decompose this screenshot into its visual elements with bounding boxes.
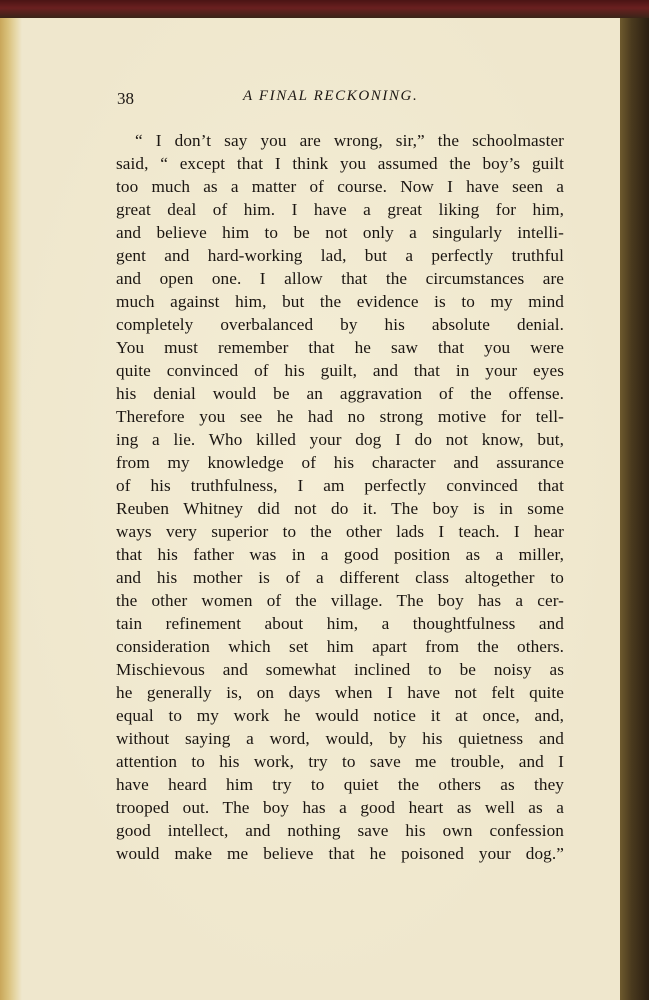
text-line: without saying a word, would, by his quietness and (116, 729, 564, 748)
text-line: great deal of him. I have a great liking for him, (116, 200, 564, 219)
text-line: Reuben Whitney did not do it. The boy is in some (116, 499, 564, 518)
text-line: too much as a matter of course. Now I have seen a (116, 177, 564, 196)
running-head: A FINAL RECKONING. (243, 88, 419, 104)
text-line: completely overbalanced by his absolute denial. (116, 315, 564, 334)
body-text (116, 129, 564, 865)
text-line: of his truthfulness, I am perfectly convinced that (116, 476, 564, 495)
text-line: and his mother is of a different class altogether to (116, 568, 564, 587)
text-line: “ I don’t say you are wrong, sir,” the schoolmaster (135, 131, 564, 150)
text-line: ing a lie. Who killed your dog I do not know, but, (116, 430, 564, 449)
text-line: said, “ except that I think you assumed the boy’s guilt (116, 154, 564, 173)
text-line: Mischievous and somewhat inclined to be noisy as (116, 660, 564, 679)
page-gutter (0, 18, 22, 1000)
text-line: ways very superior to the other lads I teach. I hear (116, 522, 564, 541)
text-line: consideration which set him apart from the others. (116, 637, 564, 656)
text-line: gent and hard-working lad, but a perfectly truthful (116, 246, 564, 265)
page-edge-shadow (620, 18, 649, 1000)
page-number: 38 (117, 89, 134, 108)
text-line: and believe him to be not only a singularly intelli- (116, 223, 564, 242)
text-line: his denial would be an aggravation of the offense. (116, 384, 564, 403)
text-line: have heard him try to quiet the others as they (116, 775, 564, 794)
text-line: from my knowledge of his character and assurance (116, 453, 564, 472)
text-line: he generally is, on days when I have not felt quite (116, 683, 564, 702)
text-line: would make me believe that he poisoned your dog.” (116, 844, 564, 863)
book-top-edge (0, 0, 649, 18)
text-line: quite convinced of his guilt, and that in your eyes (116, 361, 564, 380)
text-line: attention to his work, try to save me trouble, and I (116, 752, 564, 771)
text-line: much against him, but the evidence is to my mind (116, 292, 564, 311)
text-line: trooped out. The boy has a good heart as well as a (116, 798, 564, 817)
text-line: You must remember that he saw that you were (116, 338, 564, 357)
text-line: that his father was in a good position as a miller, (116, 545, 564, 564)
text-line: and open one. I allow that the circumstances are (116, 269, 564, 288)
text-line: good intellect, and nothing save his own confession (116, 821, 564, 840)
text-line: the other women of the village. The boy has a cer- (116, 591, 564, 610)
text-line: tain refinement about him, a thoughtfulness and (116, 614, 564, 633)
text-line: Therefore you see he had no strong motive for tell- (116, 407, 564, 426)
text-line: equal to my work he would notice it at once, and, (116, 706, 564, 725)
